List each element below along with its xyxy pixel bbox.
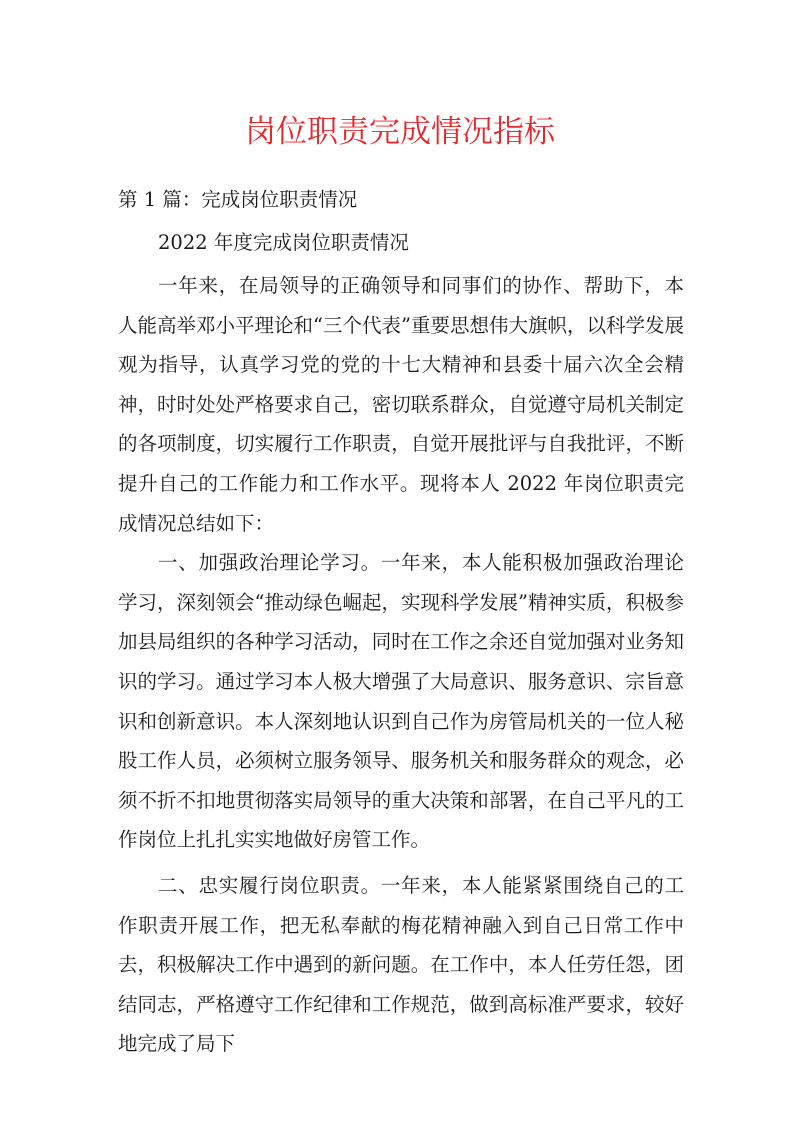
paragraph-section-two: 二、忠实履行岗位职责。一年来，本人能紧紧围绕自己的工作职责开展工作，把无私奉献的梅花精神融入到自己日常工作中去，积极解决工作中遇到的新问题。在工作中，本人任劳任怨，团结同志，严格遵守工作纪律和工作规范，做到高标准严要求，较好地完成了局下 — [118, 873, 684, 1056]
paragraph-section-one: 一、加强政治理论学习。一年来，本人能积极加强政治理论学习，深刻领会“推动绿色崛起，实现科学发展”精神实质，积极参加县局组织的各种学习活动，同时在工作之余还自觉加强对业务知识的学习。通过学习本人极大增强了大局意识、服务意识、宗旨意识和创新意识。本人深刻地认识到自己作为房管局机关的一位人秘股工作人员，必须树立服务领导、服务机关和服务群众的观念，必须不折不扣地贯彻落实局领导的重大决策和部署，在自己平凡的工作岗位上扎扎实实地做好房管工作。 — [118, 551, 684, 852]
section-heading: 第 1 篇：完成岗位职责情况 — [118, 188, 358, 211]
paragraph-intro: 一年来，在局领导的正确领导和同事们的协作、帮助下，本人能高举邓小平理论和“三个代表”重要思想伟大旗帜，以科学发展观为指导，认真学习党的党的十七大精神和县委十届六次全会精神，时时处处严格要求自己，密切联系群众，自觉遵守局机关制定的各项制度，切实履行工作职责，自觉开展批评与自我批评，不断提升自己的工作能力和工作水平。现将本人 2022 年岗位职责完成情况总结如下： — [118, 274, 684, 535]
document-title: 岗位职责完成情况指标 — [245, 114, 555, 150]
subheading: 2022 年度完成岗位职责情况 — [158, 231, 409, 254]
document-body — [118, 266, 684, 1064]
